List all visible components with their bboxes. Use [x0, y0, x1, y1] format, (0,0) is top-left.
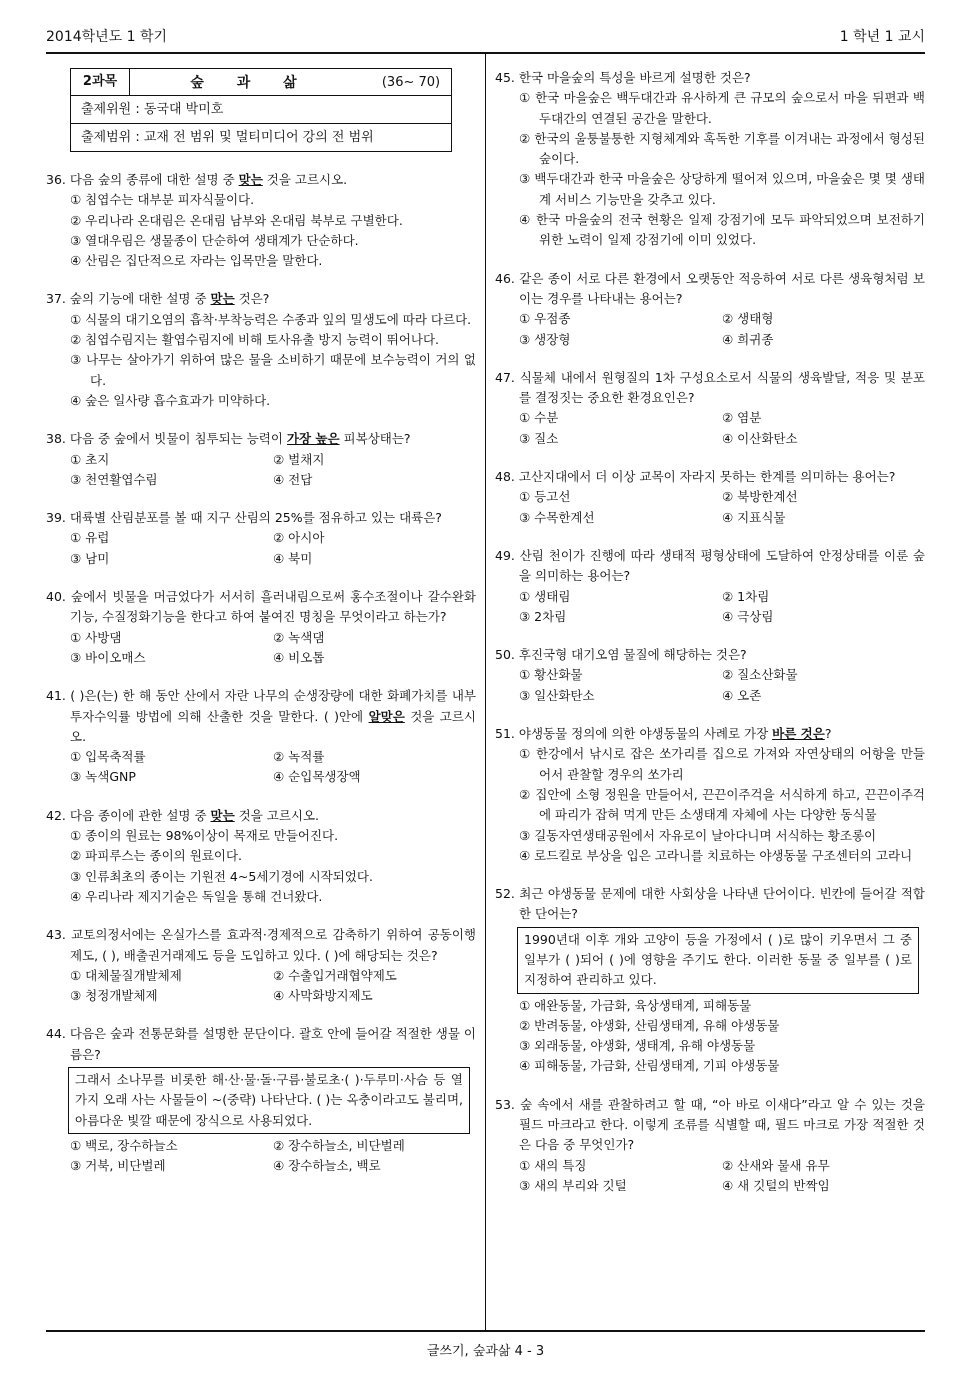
option-4[interactable]: ④ 로드킬로 부상을 입은 고라니를 치료하는 야생동물 구조센터의 고라니 — [519, 847, 913, 863]
question-number: 41. — [46, 688, 66, 704]
question-stem-end: 피복상태는? — [339, 431, 411, 447]
question-stem: 다음 숲의 종류에 대한 설명 중 — [69, 172, 239, 187]
question-stem-end: 것을 고르시오. — [70, 708, 477, 744]
question-stem-end: ? — [824, 726, 832, 742]
option-1[interactable]: ① 침엽수는 대부분 피자식물이다. — [70, 192, 255, 208]
question-45 — [495, 68, 925, 251]
option-1[interactable]: ① 초지 — [70, 451, 110, 467]
option-1[interactable]: ① 새의 특징 — [519, 1157, 587, 1173]
question-stem: ( )은(는) 한 해 동안 산에서 자란 나무의 순생장량에 대한 화폐가치를 내부 투자수익률 방법에 의해 산출한 것을 말한다. ( )안에 — [70, 688, 476, 724]
question-range: (36~ 70) — [381, 74, 441, 90]
question-number: 51. — [495, 726, 515, 742]
question-number: 50. — [495, 647, 515, 663]
question-stem: 식물체 내에서 원형질의 1차 구성요소로서 식물의 생육발달, 적응 및 분포를 결정짓는 중요한 환경요인은? — [519, 369, 925, 406]
header-left: 2014학년도 1 학기 — [46, 29, 168, 45]
option-3[interactable]: ③ 새의 부리와 깃털 — [519, 1177, 627, 1193]
option-4[interactable]: ④ 극상림 — [722, 608, 774, 624]
header-right: 1 학년 1 교시 — [839, 29, 925, 45]
question-39 — [46, 508, 476, 569]
question-number: 49. — [495, 547, 515, 563]
question-stem: 숲의 기능에 대한 설명 중 — [69, 291, 211, 307]
subject-scope: 출제범위 : 교재 전 범위 및 멀티미디어 강의 전 범위 — [71, 123, 451, 151]
option-2[interactable]: ② 우리나라 온대림은 온대림 남부와 온대림 북부로 구별한다. — [70, 212, 403, 228]
question-53 — [495, 1095, 925, 1196]
option-3[interactable]: ③ 남미 — [70, 550, 110, 566]
question-stem: 산림 천이가 진행에 따라 생태적 평형상태에 도달하여 안정상태를 이룬 숲을 의미하는 용어는? — [519, 547, 925, 584]
question-41 — [46, 686, 476, 787]
question-40 — [46, 587, 476, 668]
question-36 — [46, 170, 476, 271]
option-3[interactable]: ③ 2차림 — [519, 608, 567, 624]
question-number: 43. — [46, 927, 66, 943]
option-1[interactable]: ① 식물의 대기오염의 흡착·부착능력은 수종과 잎의 밀생도에 따라 다르다. — [70, 311, 472, 327]
question-number: 45. — [495, 70, 515, 85]
option-1[interactable]: ① 등고선 — [519, 489, 571, 505]
question-50 — [495, 645, 925, 706]
option-2[interactable]: ② 수출입거래협약제도 — [273, 967, 397, 983]
option-3[interactable]: ③ 외래동물, 야생화, 생태계, 유해 야생동물 — [519, 1038, 756, 1054]
option-2[interactable]: ② 1차림 — [722, 588, 770, 604]
option-2[interactable]: ② 질소산화물 — [722, 667, 798, 683]
question-number: 48. — [495, 469, 515, 485]
subject-category: 2과목 — [71, 69, 130, 95]
option-2[interactable]: ② 북방한계선 — [722, 489, 798, 505]
option-3[interactable]: ③ 청정개발체제 — [70, 988, 158, 1004]
option-3[interactable]: ③ 거북, 비단벌레 — [70, 1158, 166, 1174]
emphasis: 맞는 — [238, 172, 263, 187]
option-3[interactable]: ③ 인류최초의 종이는 기원전 4~5세기경에 시작되었다. — [70, 868, 373, 884]
option-1[interactable]: ① 입목축적률 — [70, 749, 146, 765]
option-4[interactable]: ④ 피해동물, 가금화, 산림생태계, 기피 야생동물 — [519, 1058, 780, 1074]
option-3[interactable]: ③ 나무는 살아가기 위하여 많은 물을 소비하기 때문에 보수능력이 거의 없다. — [70, 352, 476, 388]
option-2[interactable]: ② 녹색댐 — [273, 629, 325, 645]
question-number: 37. — [46, 291, 66, 307]
bottom-rule — [46, 1330, 925, 1332]
subject-info-box — [70, 68, 452, 152]
question-43 — [46, 925, 476, 1006]
question-number: 36. — [46, 172, 66, 187]
option-3[interactable]: ③ 천연활엽수림 — [70, 471, 158, 487]
question-38 — [46, 429, 476, 490]
question-52 — [495, 884, 925, 1077]
left-column — [46, 68, 476, 1194]
question-47 — [495, 368, 925, 449]
option-1[interactable]: ① 한국 마을숲은 백두대간과 유사하게 큰 규모의 숲으로서 마을 뒤편과 백두대간의 연결된 공간을 말한다. — [519, 90, 925, 126]
option-4[interactable]: ④ 순입목생장액 — [273, 769, 361, 785]
question-number: 40. — [46, 589, 66, 605]
option-2[interactable]: ② 염분 — [722, 410, 762, 426]
option-4[interactable]: ④ 숲은 일사량 흡수효과가 미약하다. — [70, 392, 271, 408]
question-stem: 후진국형 대기오염 물질에 해당하는 것은? — [518, 647, 747, 663]
option-3[interactable]: ③ 녹색GNP — [70, 769, 136, 785]
question-number: 52. — [495, 886, 515, 902]
option-2[interactable]: ② 산새와 물새 유무 — [722, 1157, 830, 1173]
option-2[interactable]: ② 파피루스는 종이의 원료이다. — [70, 848, 243, 864]
option-2[interactable]: ② 장수하늘소, 비단벌레 — [273, 1137, 405, 1153]
question-number: 53. — [495, 1096, 515, 1112]
column-divider — [485, 54, 486, 1330]
question-stem: 숲 속에서 새를 관찰하려고 할 때, “아 바로 이새다”라고 알 수 있는 것을 필드 마크라고 한다. 이렇게 조류를 식별할 때, 필드 마크로 가장 적절한 것은 다음 중 무엇인가? — [519, 1096, 925, 1153]
option-1[interactable]: ① 우점종 — [519, 311, 571, 327]
emphasis: 맞는 — [210, 807, 235, 823]
option-4[interactable]: ④ 비오톱 — [273, 649, 325, 665]
option-1[interactable]: ① 수분 — [519, 410, 559, 426]
option-4[interactable]: ④ 새 깃털의 반짝임 — [722, 1177, 830, 1193]
question-46 — [495, 269, 925, 350]
question-stem-end: 것을 고르시오. — [262, 172, 348, 187]
option-4[interactable]: ④ 사막화방지제도 — [273, 988, 373, 1004]
question-stem: 야생동물 정의에 의한 야생동물의 사례로 가장 — [518, 726, 773, 742]
passage-box: 그래서 소나무를 비롯한 해·산·물·돌·구름·불로초·( )·두루미·사슴 등 열 가지 오래 사는 사물들이 ~(중략) 나타난다. ( )는 옥충이라고도 불리며, 아름다운 빛깔 때문에 장식으로 사용되었다. — [68, 1067, 470, 1134]
question-49 — [495, 546, 925, 627]
question-number: 39. — [46, 510, 66, 526]
option-3[interactable]: ③ 수목한계선 — [519, 509, 595, 525]
option-4[interactable]: ④ 한국 마을숲의 전국 현황은 일제 강점기에 모두 파악되었으며 보전하기 위한 노력이 일제 강점기에 이미 있었다. — [519, 212, 925, 248]
question-stem: 최근 야생동물 문제에 대한 사회상을 나타낸 단어이다. 빈칸에 들어갈 적합한 단어는? — [519, 886, 925, 922]
option-3[interactable]: ③ 생장형 — [519, 331, 571, 347]
option-2[interactable]: ② 벌채지 — [273, 451, 325, 467]
question-44 — [46, 1024, 476, 1176]
question-42 — [46, 806, 476, 907]
question-number: 44. — [46, 1026, 66, 1042]
option-4[interactable]: ④ 지표식물 — [722, 509, 786, 525]
question-number: 46. — [495, 270, 515, 286]
question-number: 38. — [46, 431, 66, 447]
question-stem-end: 것을 고르시오. — [234, 807, 320, 823]
subject-author: 출제위원 : 동국대 박미호 — [81, 102, 224, 117]
option-3[interactable]: ③ 열대우림은 생물종이 단순하여 생태계가 단순하다. — [70, 232, 359, 248]
emphasis: 바른 것은 — [772, 726, 825, 742]
option-3[interactable]: ③ 질소 — [519, 430, 559, 446]
option-2[interactable]: ② 아시아 — [273, 530, 325, 546]
option-4[interactable]: ④ 산림은 집단적으로 자라는 입목만을 말한다. — [70, 253, 323, 269]
page-footer: 글쓰기, 숲과삶 4 - 3 — [426, 1344, 545, 1359]
option-4[interactable]: ④ 희귀종 — [722, 331, 774, 347]
option-2[interactable]: ② 반려동물, 야생화, 산림생태계, 유해 야생동물 — [519, 1017, 780, 1033]
question-stem: 다음은 숲과 전통문화를 설명한 문단이다. 괄호 안에 들어갈 적절한 생물 이름은? — [69, 1026, 476, 1062]
option-4[interactable]: ④ 우리나라 제지기술은 독일을 통해 건너왔다. — [70, 888, 323, 904]
subject-title: 숲 과 삶 — [190, 75, 311, 91]
option-4[interactable]: ④ 장수하늘소, 백로 — [273, 1158, 381, 1174]
option-3[interactable]: ③ 바이오매스 — [70, 649, 146, 665]
emphasis: 가장 높은 — [286, 431, 340, 447]
option-4[interactable]: ④ 전답 — [273, 471, 313, 487]
passage-box: 1990년대 이후 개와 고양이 등을 가정에서 ( )로 많이 키우면서 그 중 일부가 ( )되어 ( )에 영향을 주기도 한다. 이러한 동물 중 일부를 ( )로 지정하여 관리하고 있다. — [517, 927, 919, 994]
question-stem: 같은 종이 서로 다른 환경에서 오랫동안 적응하여 서로 다른 생육형처럼 보이는 경우를 나타내는 용어는? — [519, 270, 925, 306]
option-4[interactable]: ④ 이산화탄소 — [722, 430, 798, 446]
option-2[interactable]: ② 한국의 울퉁불퉁한 지형체계와 혹독한 기후를 이겨내는 과정에서 형성된 숲이다. — [519, 130, 925, 167]
right-column — [495, 68, 925, 1214]
option-1[interactable]: ① 유럽 — [70, 530, 110, 546]
question-stem: 다음 중 숲에서 빗물이 침투되는 능력이 — [69, 431, 287, 447]
option-1[interactable]: ① 황산화물 — [519, 667, 583, 683]
question-48 — [495, 467, 925, 528]
question-stem: 교토의정서에는 온실가스를 효과적·경제적으로 감축하기 위하여 공동이행제도, ( ), 배출권거래제도 등을 도입하고 있다. ( )에 해당되는 것은? — [70, 927, 476, 963]
question-37 — [46, 289, 476, 411]
option-1[interactable]: ① 애완동물, 가금화, 육상생태계, 피해동물 — [519, 997, 752, 1013]
option-2[interactable]: ② 집안에 소형 정원을 만들어서, 끈끈이주걱을 서식하게 하고, 끈끈이주걱에 파리가 잡혀 먹게 만든 소생태계 자체에 사는 다양한 동식물 — [519, 786, 925, 823]
question-51 — [495, 724, 925, 866]
option-2[interactable]: ② 생태형 — [722, 311, 774, 327]
option-1[interactable]: ① 생태림 — [519, 588, 571, 604]
option-2[interactable]: ② 녹적률 — [273, 749, 325, 765]
option-4[interactable]: ④ 북미 — [273, 550, 313, 566]
question-stem: 한국 마을숲의 특성을 바르게 설명한 것은? — [518, 70, 751, 85]
option-2[interactable]: ② 침엽수림지는 활엽수림지에 비해 토사유출 방지 능력이 뛰어나다. — [70, 332, 440, 348]
option-3[interactable]: ③ 일산화탄소 — [519, 687, 595, 703]
option-1[interactable]: ① 백로, 장수하늘소 — [70, 1137, 178, 1153]
option-4[interactable]: ④ 오존 — [722, 687, 762, 703]
emphasis: 알맞은 — [368, 708, 405, 724]
question-stem: 숲에서 빗물을 머금었다가 서서히 흘러내림으로써 홍수조절이나 갈수완화기능, 수질정화기능을 한다고 하여 붙여진 명칭을 무엇이라고 하는가? — [70, 589, 476, 625]
option-3[interactable]: ③ 백두대간과 한국 마을숲은 상당하게 떨어져 있으며, 마을숲은 몇 몇 생태계 서비스 기능만을 갖추고 있다. — [519, 171, 925, 207]
option-1[interactable]: ① 대체물질개발체제 — [70, 967, 182, 983]
option-1[interactable]: ① 사방댐 — [70, 629, 122, 645]
question-stem: 다음 종이에 관한 설명 중 — [69, 807, 211, 823]
question-number: 42. — [46, 807, 66, 823]
question-stem: 대륙별 산림분포를 볼 때 지구 산림의 25%를 점유하고 있는 대륙은? — [69, 510, 442, 526]
option-3[interactable]: ③ 길동자연생태공원에서 자유로이 날아다니며 서식하는 황조롱이 — [519, 827, 877, 843]
question-stem-end: 것은? — [234, 291, 270, 307]
question-stem: 고산지대에서 더 이상 교목이 자라지 못하는 한계를 의미하는 용어는? — [518, 469, 896, 485]
option-1[interactable]: ① 종이의 원료는 98%이상이 목재로 만들어진다. — [70, 828, 339, 844]
question-number: 47. — [495, 369, 515, 385]
option-1[interactable]: ① 한강에서 낚시로 잡은 쏘가리를 집으로 가져와 자연상태의 어항을 만들어서 관찰할 경우의 쏘가리 — [519, 746, 925, 782]
emphasis: 맞는 — [210, 291, 235, 307]
